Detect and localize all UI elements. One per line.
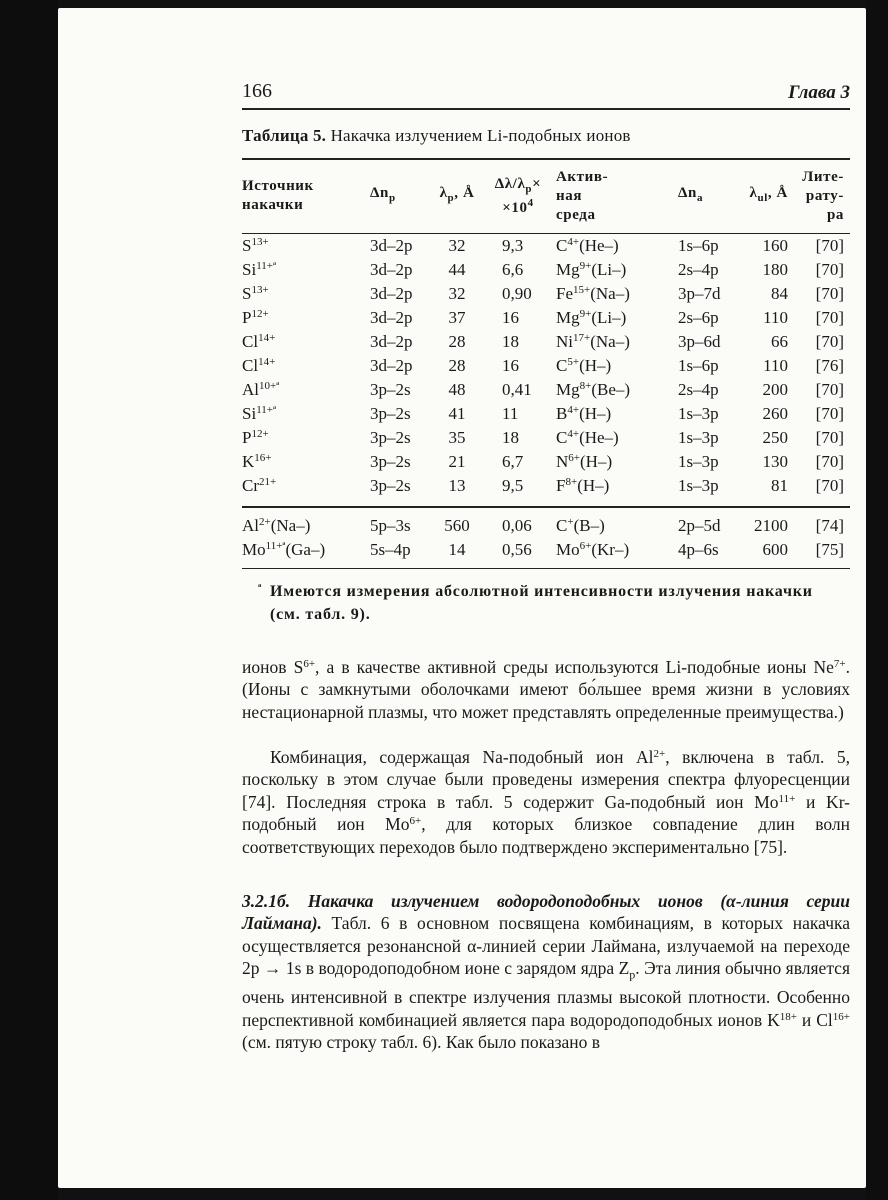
cell-source: $Cl^{14+}$ bbox=[242, 356, 276, 375]
cell-delta-np: 3p–2s bbox=[370, 476, 411, 495]
cell-source: $Si^{11+ª}$ bbox=[242, 404, 277, 423]
cell-active-medium: $Mg^{9+}(Li-)$ bbox=[556, 308, 627, 327]
data-table bbox=[242, 166, 850, 562]
paragraph-2: Комбинация, содержащая Na-подобный ион $Al^{2+}$, включена в табл. 5, поскольку в этом случае были проведены измерения спектра флуоресценции [74]. Последняя строка в табл. 5 содержит Ga-подобный ион $Mo^{11+}$ и Kr-подобный ион $Mo^{6+}$, для которых близкое совпадение длин волн соответствующих переходов было подтверждено экспериментально [75]. bbox=[242, 747, 850, 857]
cell-source: $Al^{10+ª}$ bbox=[242, 380, 280, 399]
cell-source: $P^{12+}$ bbox=[242, 428, 269, 447]
cell-active-medium: $Fe^{15+}(Na-)$ bbox=[556, 284, 630, 303]
cell-lambda-ul: 250 bbox=[762, 428, 788, 447]
cell-lambda-ul: 110 bbox=[763, 308, 788, 327]
cell-source: $Si^{11+ª}$ bbox=[242, 260, 277, 279]
cell-delta-na: 2s–4p bbox=[678, 380, 719, 399]
cell-lambda-p: 35 bbox=[448, 428, 466, 447]
cell-reference: [70] bbox=[815, 308, 844, 327]
table-row bbox=[242, 354, 850, 378]
cell-lambda-p: 14 bbox=[448, 539, 466, 559]
cell-delta-lambda: 6,6 bbox=[502, 260, 524, 279]
cell-source: $P^{12+}$ bbox=[242, 308, 269, 327]
cell-reference: [75] bbox=[815, 539, 844, 559]
cell-delta-lambda: 18 bbox=[502, 428, 519, 447]
col-header-lambda-ul: $\lambda_{ul}$, Å bbox=[749, 185, 788, 204]
cell-delta-lambda: 0,06 bbox=[502, 515, 532, 535]
cell-lambda-ul: 160 bbox=[762, 236, 788, 255]
cell-reference: [70] bbox=[815, 332, 844, 351]
cell-active-medium: $C^{4+}(He-)$ bbox=[556, 428, 619, 447]
footnote-text: Имеются измерения абсолютной интенсивности излучения накачки (см. табл. 9). bbox=[270, 583, 813, 623]
cell-delta-np: 3d–2p bbox=[370, 284, 413, 303]
table-row bbox=[242, 306, 850, 330]
cell-reference: [70] bbox=[815, 236, 844, 255]
cell-lambda-p: 48 bbox=[448, 380, 466, 399]
table-footnote bbox=[258, 580, 848, 626]
page-number: 166 bbox=[242, 80, 272, 102]
col-header-active-medium: Актив- ная среда bbox=[556, 168, 609, 223]
cell-delta-np: 3p–2s bbox=[370, 404, 411, 423]
cell-delta-na: 4p–6s bbox=[678, 539, 719, 559]
col-header-lambda-p: $\lambda_p$, Å bbox=[439, 185, 475, 204]
cell-active-medium: $B^{4+}(H-)$ bbox=[556, 404, 612, 423]
paragraph-1: ионов $S^{6+}$, а в качестве активной среды используются Li-подобные ионы $Ne^{7+}$. (Ионы с замкнутыми оболочками имеют бо́льшее время жизни в условиях нестационарной плазмы, что может представлять определенные преимущества.) bbox=[242, 657, 850, 722]
cell-delta-lambda: 0,41 bbox=[502, 380, 532, 399]
cell-delta-lambda: 0,56 bbox=[502, 539, 532, 559]
cell-delta-lambda: 6,7 bbox=[502, 452, 524, 471]
col-header-delta-np: $\Delta n_p$ bbox=[370, 185, 396, 204]
cell-active-medium: $Ni^{17+}(Na-)$ bbox=[556, 332, 630, 351]
chapter-label: Глава 3 bbox=[788, 82, 850, 103]
cell-active-medium: $C^{5+}(H-)$ bbox=[556, 356, 612, 375]
cell-source: $S^{13+}$ bbox=[242, 236, 269, 255]
col-header-delta-lambda: $\Delta\lambda/\lambda_p\times$ $\times 10^4$ bbox=[494, 175, 542, 216]
cell-source: $S^{13+}$ bbox=[242, 284, 269, 303]
cell-delta-np: 5p–3s bbox=[370, 515, 411, 535]
cell-source: $Cr^{21+}$ bbox=[242, 476, 277, 495]
cell-delta-na: 1s–6p bbox=[678, 356, 719, 375]
footnote-mark: ª bbox=[258, 582, 263, 594]
cell-source: $Mo^{11+ª}(Ga-)$ bbox=[242, 539, 326, 559]
table-row bbox=[242, 282, 850, 306]
scan-left-edge bbox=[0, 0, 58, 1200]
cell-lambda-p: 44 bbox=[448, 260, 466, 279]
col-header-source: Источник накачки bbox=[242, 178, 314, 213]
scan-right-edge bbox=[866, 0, 888, 1200]
table-5 bbox=[242, 158, 850, 569]
cell-delta-lambda: 0,90 bbox=[502, 284, 532, 303]
cell-lambda-p: 560 bbox=[444, 515, 470, 535]
cell-reference: [70] bbox=[815, 428, 844, 447]
cell-delta-na: 1s–3p bbox=[678, 452, 719, 471]
table-row bbox=[242, 508, 850, 538]
cell-active-medium: $Mg^{8+}(Be-)$ bbox=[556, 380, 631, 399]
cell-reference: [70] bbox=[815, 476, 844, 495]
cell-reference: [70] bbox=[815, 380, 844, 399]
cell-reference: [70] bbox=[815, 404, 844, 423]
cell-lambda-ul: 84 bbox=[771, 284, 788, 303]
cell-lambda-p: 28 bbox=[448, 356, 466, 375]
cell-delta-na: 3p–6d bbox=[678, 332, 721, 351]
cell-lambda-ul: 2100 bbox=[754, 515, 788, 535]
cell-delta-na: 1s–3p bbox=[678, 404, 719, 423]
table-bottom-rule bbox=[242, 568, 850, 570]
cell-lambda-p: 21 bbox=[448, 452, 466, 471]
table-caption bbox=[242, 126, 850, 146]
cell-active-medium: $Mo^{6+}(Kr-)$ bbox=[556, 539, 630, 559]
cell-lambda-ul: 130 bbox=[762, 452, 788, 471]
cell-lambda-p: 37 bbox=[448, 308, 466, 327]
table-row bbox=[242, 258, 850, 282]
cell-active-medium: $F^{8+}(H-)$ bbox=[556, 476, 610, 495]
cell-lambda-ul: 200 bbox=[762, 380, 788, 399]
cell-delta-lambda: 9,5 bbox=[502, 476, 524, 495]
cell-delta-na: 2s–4p bbox=[678, 260, 719, 279]
cell-delta-np: 3d–2p bbox=[370, 308, 413, 327]
cell-reference: [76] bbox=[815, 356, 844, 375]
table-caption-text: Накачка излучением Li-подобных ионов bbox=[330, 126, 631, 145]
col-header-delta-na: $\Delta n_a$ bbox=[678, 185, 704, 204]
cell-lambda-ul: 110 bbox=[763, 356, 788, 375]
cell-delta-np: 3d–2p bbox=[370, 236, 413, 255]
section-heading: 3.2.1б. Накачка излучением водородоподобных ионов (α-линия серии Лаймана). bbox=[242, 891, 850, 934]
cell-lambda-ul: 180 bbox=[762, 260, 788, 279]
cell-lambda-ul: 600 bbox=[762, 539, 788, 559]
cell-delta-lambda: 18 bbox=[502, 332, 519, 351]
paragraph-3: 3.2.1б. Накачка излучением водородоподобных ионов (α-линия серии Лаймана). Табл. 6 в основном посвящена комбинациям, в которых накачка осуществляется резонансной α-линией серии Лаймана, излучаемой на переходе 2p → 1s в водородоподобном ионе с зарядом ядра $Z_p$. Эта линия обычно является очень интенсивной в спектре излучения плазмы высокой плотности. Особенно перспективной комбинацией является пара водородоподобных ионов $K^{18+}$ и $Cl^{16+}$ (см. пятую строку табл. 6). Как было показано в bbox=[242, 891, 850, 1052]
cell-active-medium: $Mg^{9+}(Li-)$ bbox=[556, 260, 627, 279]
cell-delta-na: 3p–7d bbox=[678, 284, 721, 303]
cell-active-medium: $C^{4+}(He-)$ bbox=[556, 236, 619, 255]
table-row bbox=[242, 234, 850, 258]
cell-delta-lambda: 16 bbox=[502, 308, 519, 327]
cell-delta-lambda: 9,3 bbox=[502, 236, 524, 255]
cell-reference: [70] bbox=[815, 284, 844, 303]
cell-lambda-p: 13 bbox=[448, 476, 466, 495]
table-row bbox=[242, 330, 850, 354]
cell-lambda-ul: 260 bbox=[762, 404, 788, 423]
cell-lambda-p: 32 bbox=[448, 284, 466, 303]
cell-delta-na: 2p–5d bbox=[678, 515, 721, 535]
cell-delta-na: 1s–3p bbox=[678, 428, 719, 447]
cell-lambda-ul: 81 bbox=[771, 476, 788, 495]
table-row bbox=[242, 426, 850, 450]
table-row bbox=[242, 450, 850, 474]
cell-active-medium: $N^{6+}(H-)$ bbox=[556, 452, 613, 471]
cell-source: $K^{16+}$ bbox=[242, 452, 272, 471]
cell-lambda-p: 41 bbox=[448, 404, 466, 423]
cell-delta-np: 3d–2p bbox=[370, 332, 413, 351]
cell-lambda-p: 32 bbox=[448, 236, 466, 255]
cell-delta-np: 3p–2s bbox=[370, 452, 411, 471]
cell-reference: [70] bbox=[815, 452, 844, 471]
cell-delta-np: 3d–2p bbox=[370, 260, 413, 279]
cell-delta-lambda: 16 bbox=[502, 356, 519, 375]
cell-lambda-ul: 66 bbox=[771, 332, 788, 351]
cell-source: $Cl^{14+}$ bbox=[242, 332, 276, 351]
cell-delta-na: 1s–3p bbox=[678, 476, 719, 495]
cell-active-medium: C+(B–) bbox=[556, 515, 605, 535]
header-rule bbox=[242, 108, 850, 110]
table-caption-label: Таблица 5. bbox=[242, 126, 327, 145]
cell-delta-np: 5s–4p bbox=[370, 539, 411, 559]
table-body-li bbox=[242, 234, 850, 508]
col-header-references: Лите- рату- ра bbox=[802, 168, 844, 223]
table-body-other bbox=[242, 508, 850, 562]
cell-reference: [70] bbox=[815, 260, 844, 279]
cell-delta-lambda: 11 bbox=[502, 404, 519, 423]
cell-delta-na: 1s–6p bbox=[678, 236, 719, 255]
table-row bbox=[242, 402, 850, 426]
table-row bbox=[242, 474, 850, 498]
cell-delta-np: 3p–2s bbox=[370, 428, 411, 447]
table-row bbox=[242, 538, 850, 562]
running-head bbox=[242, 80, 850, 108]
table-row bbox=[242, 378, 850, 402]
table-top-rule bbox=[242, 158, 850, 160]
cell-delta-np: 3d–2p bbox=[370, 356, 413, 375]
cell-lambda-p: 28 bbox=[448, 332, 466, 351]
cell-delta-na: 2s–6p bbox=[678, 308, 719, 327]
cell-source: $Al^{2+}(Na-)$ bbox=[242, 515, 311, 535]
table-header-row bbox=[242, 166, 850, 233]
cell-reference: [74] bbox=[815, 515, 844, 535]
cell-delta-np: 3p–2s bbox=[370, 380, 411, 399]
